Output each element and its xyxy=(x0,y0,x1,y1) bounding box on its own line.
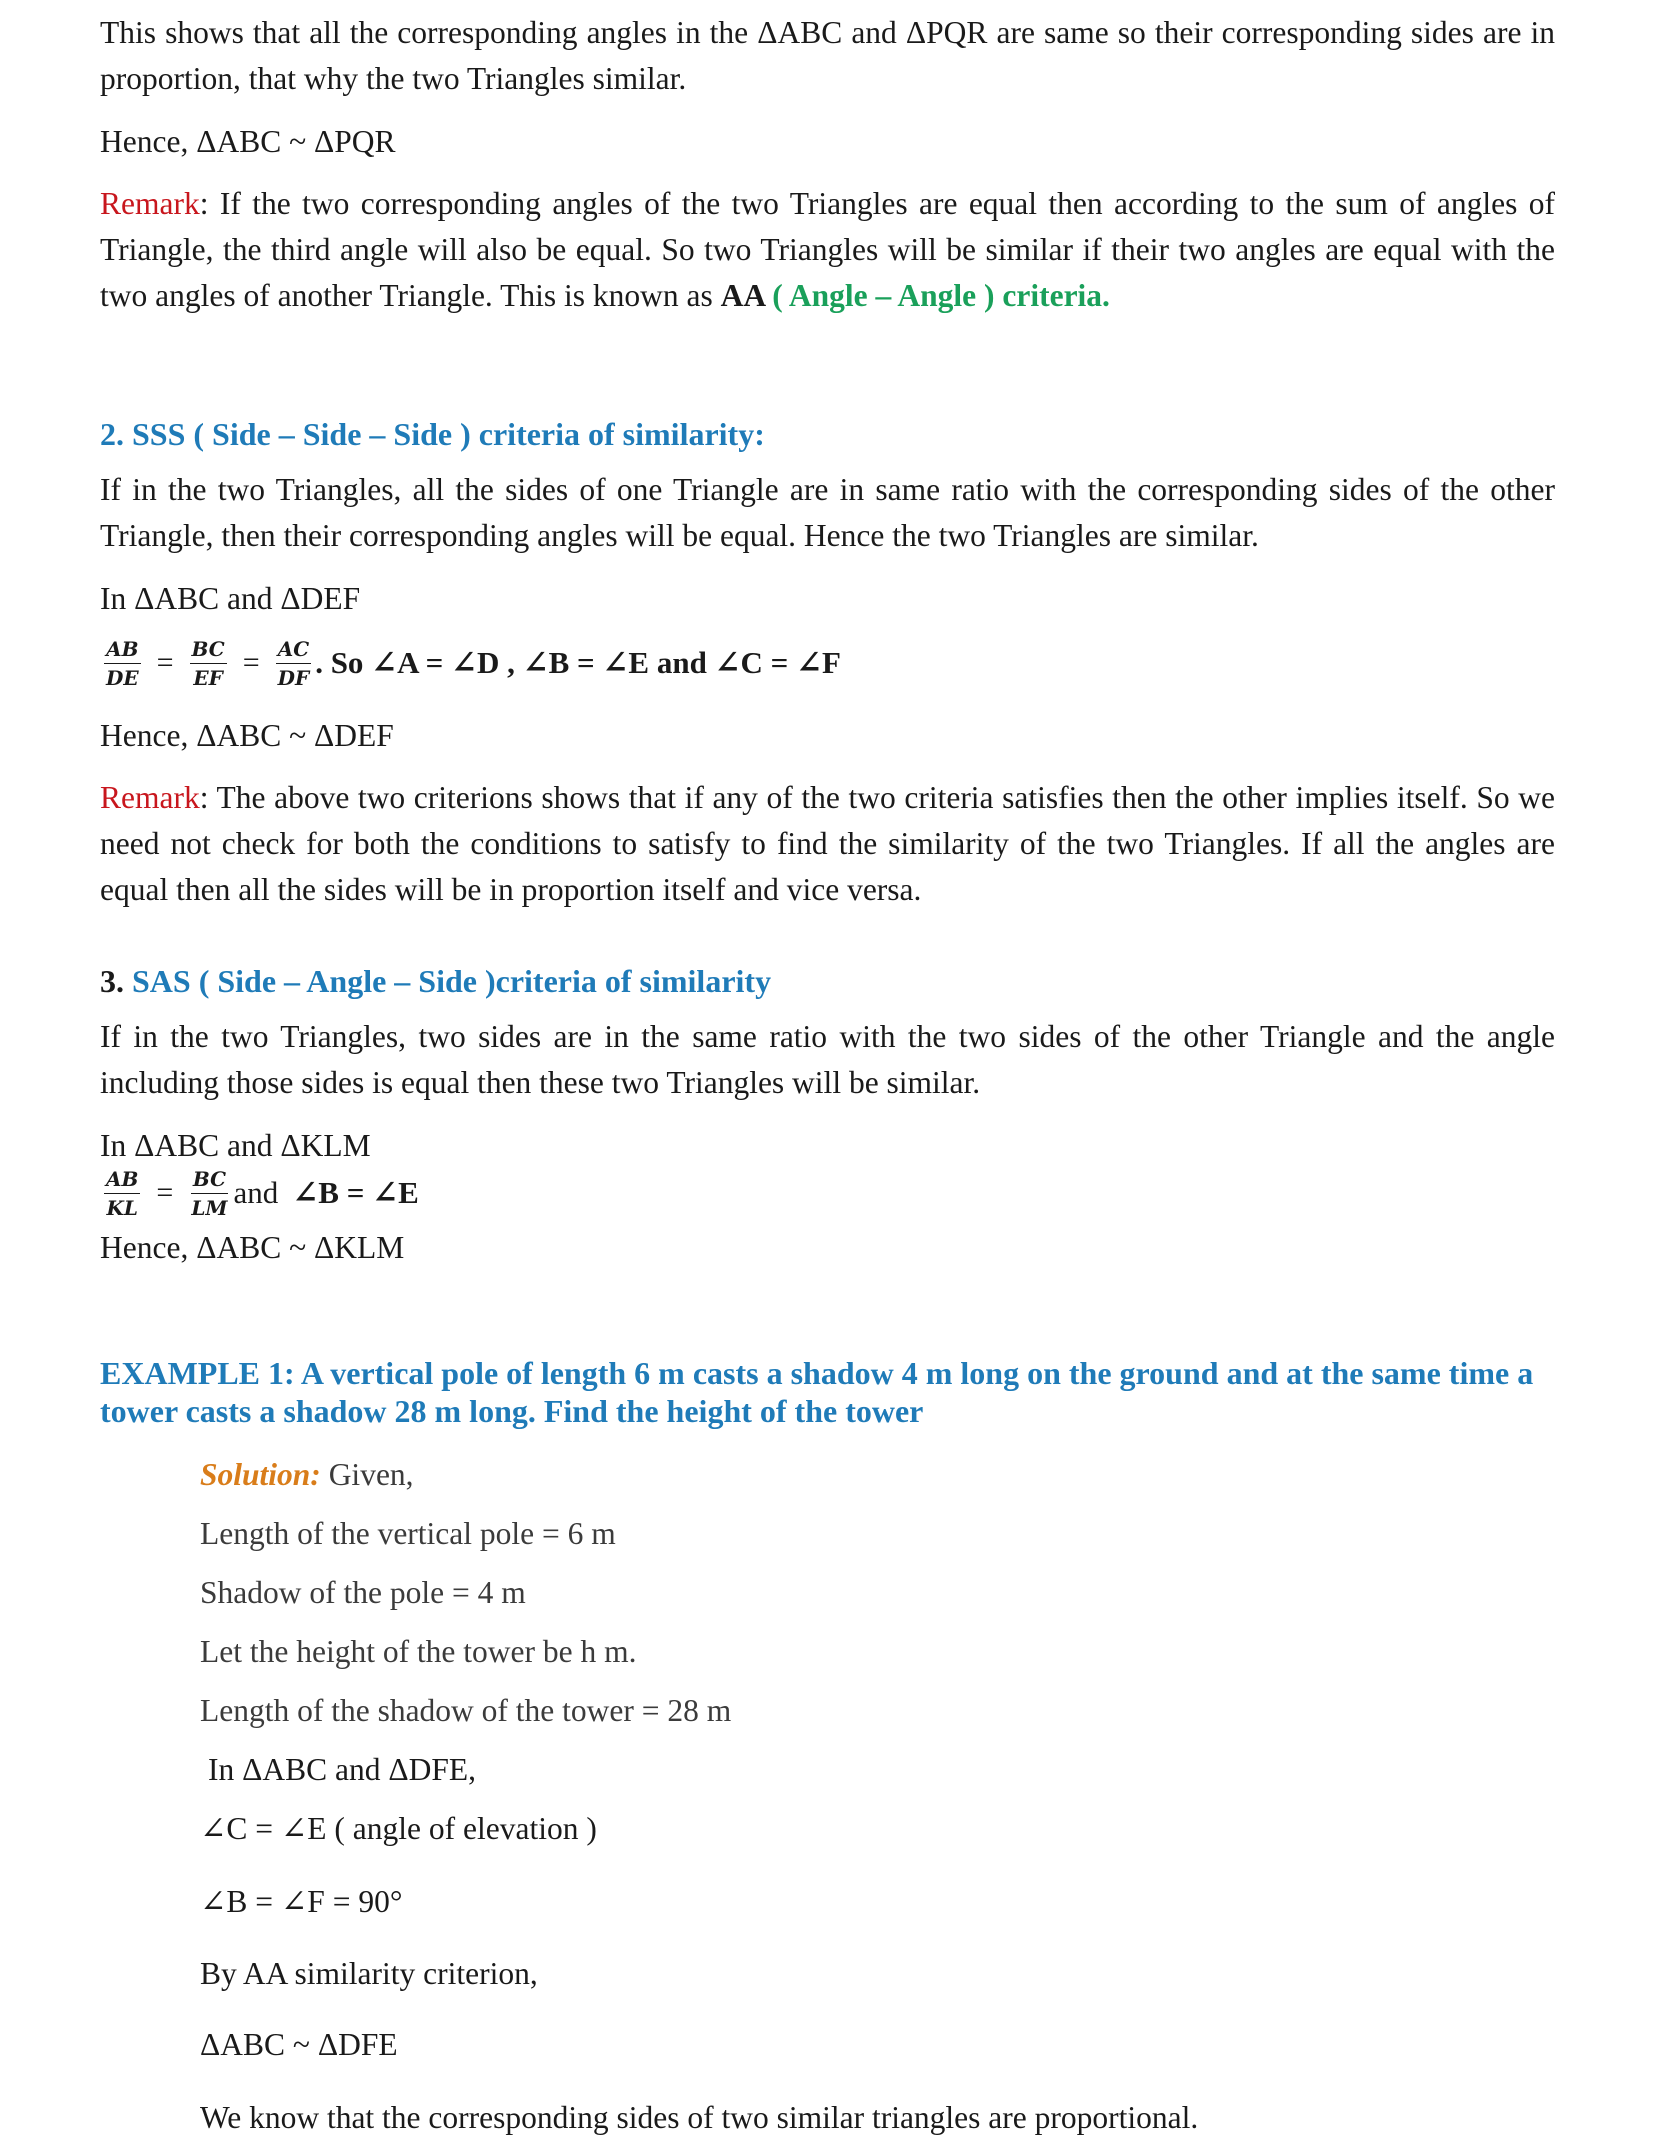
given-text: Given, xyxy=(320,1457,414,1492)
and-text: and xyxy=(233,1175,279,1210)
sss-in-line: In ΔABC and ΔDEF xyxy=(100,581,361,616)
solution-line: ∠B = ∠F = 90° xyxy=(200,1884,403,1919)
example-title: EXAMPLE 1: A vertical pole of length 6 m casts a shadow 4 m long on the ground and at the same time a tower casts a shadow 28 m long. Find the height of the tower xyxy=(100,1355,1534,1429)
solution-line: Let the height of the tower be h m. xyxy=(200,1634,637,1669)
remark-text: : The above two criterions shows that if any of the two criteria satisfies then the other implies itself. So we need not check for both the conditions to satisfy to find the similarity of the two Triangles. If all the angles are equal then all the sides will be in proportion itself and vice versa. xyxy=(100,780,1555,907)
sss-ratio-equation xyxy=(100,633,841,693)
solution-line: Length of the shadow of the tower = 28 m xyxy=(200,1693,732,1728)
remark-label: Remark xyxy=(100,186,200,221)
solution-heading xyxy=(200,1452,1500,1498)
sas-ratio-equation xyxy=(100,1163,419,1223)
equals-sign: = xyxy=(242,646,260,679)
aa-criteria-label: ( Angle – Angle ) criteria. xyxy=(764,278,1110,313)
solution-line: In ΔABC and ΔDFE, xyxy=(208,1752,477,1787)
sss-hence: Hence, ΔABC ~ ΔDEF xyxy=(100,718,394,753)
sss-angle-statement: . So ∠A = ∠D , ∠B = ∠E and ∠C = ∠F xyxy=(315,645,841,680)
intro-paragraph: This shows that all the corresponding angles in the ΔABC and ΔPQR are same so their corresponding sides are in proportion, that why the two Triangles similar. xyxy=(100,15,1555,96)
fraction-ab-kl: $\frac{AB}{KL}$ xyxy=(106,1166,139,1220)
sas-body: If in the two Triangles, two sides are in the same ratio with the two sides of the other Triangle and the angle including those sides is equal then these two Triangles will be similar. xyxy=(100,1019,1555,1100)
fraction-ac-df: $\frac{AC}{DF}$ xyxy=(277,636,310,690)
solution-line: By AA similarity criterion, xyxy=(200,1956,538,1991)
solution-line: ∠C = ∠E ( angle of elevation ) xyxy=(200,1811,597,1846)
sas-number: 3. xyxy=(100,963,124,999)
equals-sign: = xyxy=(156,646,174,679)
remark-text: : If the two corresponding angles of the two Triangles are equal then according to the sum of angles of Triangle, the third angle will also be equal. So two Triangles will be similar if their two angles are equal with the two angles of another Triangle. This is known as xyxy=(100,186,1555,313)
equals-sign: = xyxy=(156,1176,174,1209)
sss-body: If in the two Triangles, all the sides of one Triangle are in same ratio with the corresponding sides of the other Triangle, then their corresponding angles will be equal. Hence the two Triangles are similar. xyxy=(100,472,1555,553)
sss-heading: 2. SSS ( Side – Side – Side ) criteria of similarity: xyxy=(100,416,765,452)
solution-line: We know that the corresponding sides of two similar triangles are proportional. xyxy=(200,2100,1199,2135)
sas-in-line: In ΔABC and ΔKLM xyxy=(100,1128,371,1163)
sas-hence: Hence, ΔABC ~ ΔKLM xyxy=(100,1230,405,1265)
intro-hence: Hence, ΔABC ~ ΔPQR xyxy=(100,124,396,159)
sas-heading xyxy=(100,958,1555,1004)
fraction-bc-ef: $\frac{BC}{EF}$ xyxy=(191,636,225,690)
remark-aa-paragraph xyxy=(100,181,1555,319)
fraction-bc-lm: $\frac{BC}{LM}$ xyxy=(191,1166,228,1220)
solution-line: ΔABC ~ ΔDFE xyxy=(200,2027,398,2062)
sas-angle-statement: ∠B = ∠E xyxy=(292,1175,419,1210)
fraction-ab-de: $\frac{AB}{DE}$ xyxy=(106,636,139,690)
solution-line: Shadow of the pole = 4 m xyxy=(200,1575,526,1610)
remark-criteria-paragraph xyxy=(100,775,1555,913)
remark-label: Remark xyxy=(100,780,200,815)
sas-heading-text: SAS ( Side – Angle – Side )criteria of similarity xyxy=(124,963,772,999)
solution-label: Solution: xyxy=(200,1457,321,1492)
aa-label: AA xyxy=(720,278,765,313)
solution-line: Length of the vertical pole = 6 m xyxy=(200,1516,616,1551)
